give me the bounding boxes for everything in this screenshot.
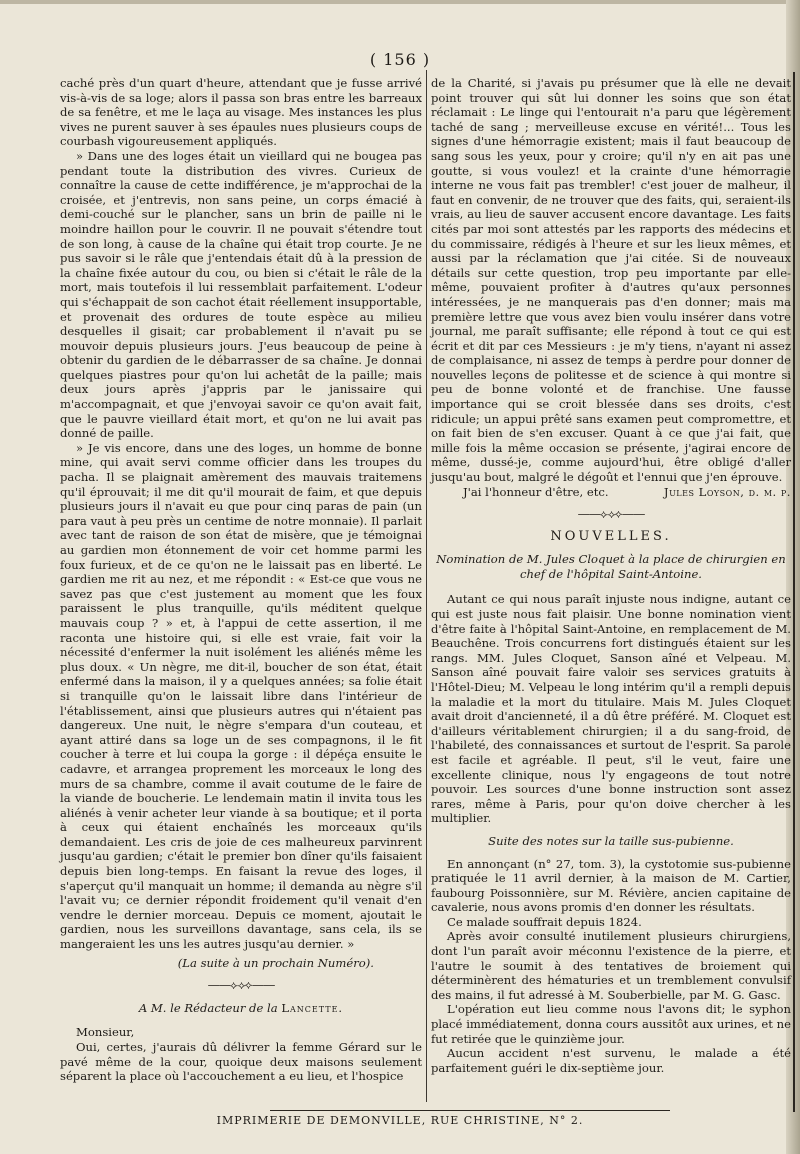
- page-edge-line: [793, 72, 795, 1112]
- page-number: ( 156 ): [369, 50, 431, 69]
- article-paragraph: » Dans une des loges était un vieillard qui ne bougea pas pendant toute la distribution des vivres. Curieux de connaître la cause de cette indifférence, je m'approchai de la croisée, et j'entrevis, non sans peine, un corps émacié à demi-couché sur le plancher, sans un brin de paille ni le moindre haillon pour le couvrir. Il ne pouvait s'étendre tout de son long, à cause de la chaîne qui était trop courte. Je ne pus savoir si le râle que j'entendais était dû à la pression de la chaîne fixée autour du cou, ou bien si c'était le râle de la mort, mais toutefois il lui ressemblait parfaitement. L'odeur qui s'échappait de son cachot était réellement insupportable, et provenait des ordures de toute espèce au milieu desquelles il gisait; car probablement il n'avait pu se mouvoir depuis plusieurs jours. J'eus beaucoup de peine à obtenir du gardien de le débarrasser de sa chaîne. Je donnai quelques piastres pour qu'on lui achetât de la paille; mais deux jours après j'appris par le janissaire qui m'accompagnait, et que j'envoyai savoir ce qu'on avait fait, que le pauvre vieillard était mort, et qu'on ne lui avait pas donné de paille.: [60, 148, 422, 441]
- notes-paragraph: Aucun accident n'est survenu, le malade a été parfaitement guéri le dix-septième jour.: [431, 1046, 791, 1075]
- nomination-heading: Nomination de M. Jules Cloquet à la place de chirurgien en chef de l'hôpital Saint-Antoine.: [436, 552, 786, 582]
- continuation-note: (La suite à un prochain Numéro).: [177, 955, 374, 970]
- letter-paragraph: Oui, certes, j'aurais dû délivrer la femme Gérard sur le pavé même de la cour, quoique deux maisons seulement séparent la place où l'accouchement a eu lieu, et l'hospice: [60, 1040, 422, 1084]
- ornament-divider: ——⟡⟢⟣——: [577, 507, 645, 522]
- notes-paragraph: L'opération eut lieu comme nous l'avons dit; le syphon placé immédiatement, donna cours aussitôt aux urines, et ne fut retirée que le quinzième jour.: [431, 1002, 791, 1046]
- signoff: J'ai l'honneur d'être, etc.: [463, 484, 609, 499]
- ornament-divider: ——⟡⟢⟣——: [207, 978, 275, 993]
- notes-paragraph: En annonçant (n° 27, tom. 3), la cystotomie sus-pubienne pratiquée le 11 avril dernier, à la maison de M. Cartier, faubourg Poissonnière, sur M. Révière, ancien capitaine de cavalerie, nous avons promis d'en donner les résultats.: [431, 856, 791, 915]
- signature-name: Jules Loyson, d. m. p.: [663, 484, 791, 499]
- article-paragraph: caché près d'un quart d'heure, attendant que je fusse arrivé vis-à-vis de sa loge; alors il passa son bras entre les barreaux de sa fenêtre, et me le laça au visage. Mes instances les plus vives ne purent sauver à ses épaules nues plusieurs coups de courbash vigoureusement appliqués.: [60, 76, 422, 149]
- column-divider: [426, 70, 427, 1102]
- footer-rule: [270, 1110, 670, 1111]
- salutation: Monsieur,: [76, 1025, 135, 1040]
- letter-signature: [431, 485, 791, 500]
- section-title: NOUVELLES.: [550, 528, 672, 544]
- nomination-paragraph: Autant ce qui nous paraît injuste nous indigne, autant ce qui est juste nous fait plaisir. Une bonne nomination vient d'être faite à l'hôpital Saint-Antoine, en remplacement de M. Beauchêne. Trois concurrens fort distingués étaient sur les rangs. MM. Jules Cloquet, Sanson aîné et Velpeau. M. Sanson aîné pouvait faire valoir ses services gratuits à l'Hôtel-Dieu; M. Velpeau le long intérim qu'il a rempli depuis la maladie et la mort du titulaire. Mais M. Jules Cloquet avait droit d'ancienneté, il a dû être préféré. M. Cloquet est d'ailleurs véritablement chirurgien; il a du sang-froid, de l'habileté, des connaissances et surtout de l'esprit. Sa parole est facile et agréable. Il peut, s'il le veut, faire une excellente clinique, nous l'y engageons de tout notre pouvoir. Les sources d'une bonne instruction sont assez rares, même à Paris, pour qu'on doive chercher à les multiplier.: [431, 592, 791, 826]
- notes-paragraph: Ce malade souffrait depuis 1824.: [447, 914, 642, 929]
- article-paragraph: » Je vis encore, dans une des loges, un homme de bonne mine, qui avait servi comme officier dans les troupes du pacha. Il se plaignait amèrement des mauvais traitemens qu'il éprouvait; il me dit qu'il mourait de faim, et que depuis plusieurs jours il n'avait eu que pour cinq paras de pain (un para vaut à peu près un centime de notre monnaie). Il parlait avec tant de raison de son état de misère, que je témoignai au gardien mon étonnement de voir cet homme parmi les foux furieux, et de ce qu'on ne le laissait pas en liberté. Le gardien me rit au nez, et me répondit : « Est-ce que vous ne savez pas que c'est justement au moment que les foux paraissent le plus tranquille, qu'ils méditent quelque mauvais coup ? » et, à l'appui de cette assertion, il me raconta une histoire qui, si elle est vraie, fait voir la nécessité d'enfermer la nuit isolément les aliénés même les plus doux. « Un nègre, me dit-il, boucher de son état, était enfermé dans la maison, il y a quelques années; sa folie était si tranquille qu'on le laissait libre dans l'intérieur de l'établissement, ainsi que plusieurs autres qui n'étaient pas dangereux. Une nuit, le nègre s'empara d'un couteau, et ayant attiré dans sa loge un de ses compagnons, il le fit coucher à terre et lui coupa la gorge : il dépéça ensuite le cadavre, et arrangea proprement les morceaux le long des murs de sa chambre, comme il avait coutume de le faire de la viande de boucherie. Le lendemain matin il invita tous les aliénés à venir acheter leur viande à sa boutique; et il porta à ceux qui étaient enchaînés les morceaux qu'ils demandaient. Les cris de joie de ces malheureux parvinrent jusqu'au gardien; c'était le premier bon dîner qu'ils faisaient depuis bien long-temps. En faisant la revue des loges, il s'aperçut qu'il manquait un homme; il demanda au nègre s'il l'avait vu; ce dernier répondit froidement qu'il venait d'en vendre le dernier morceau. Depuis ce moment, ajoutait le gardien, nous les surveillons davantage, sans cela, ils se mangeraient les uns les autres jusqu'au dernier. »: [60, 440, 422, 952]
- journal-name: Lancette.: [281, 1000, 344, 1015]
- notes-heading: Suite des notes sur la taille sus-pubienne.: [488, 833, 734, 848]
- notes-paragraph: Après avoir consulté inutilement plusieurs chirurgiens, dont l'un paraît avoir méconnu l'existence de la pierre, et l'autre le soumit à des tentatives de broiement qui déterminèrent des hématuries et un tremblement convulsif des mains, il fut adressé à M. Souberbielle, par M. G. Gasc.: [431, 929, 791, 1002]
- top-edge: [0, 0, 786, 4]
- letter-heading-prefix: A M. le Rédacteur de la: [138, 1000, 282, 1015]
- left-column: [60, 76, 422, 1084]
- printer-imprint: IMPRIMERIE DE DEMONVILLE, RUE CHRISTINE, N° 2.: [216, 1114, 584, 1127]
- right-column: [431, 76, 791, 1075]
- letter-continuation: de la Charité, si j'avais pu présumer que là elle ne devait point trouver qui sût lui donner les soins que son état réclamait : Le linge qui l'entourait n'a paru que légèrement taché de sang ; merveilleuse excuse en vérité!... Tous les signes d'une hémorragie existent; mais il faut beaucoup de sang sous les yeux, pour y croire; qu'il n'y en ait pas une goutte, si vous voulez! et la crainte d'une hémorragie interne ne vous fait pas trembler! c'est jouer de malheur, il faut en convenir, de ne trouver que des faits, qui, seraient-ils vrais, au lieu de sauver accusent encore davantage. Les faits cités par moi sont attestés par les rapports des médecins et du commissaire, rédigés à l'heure et sur les lieux mêmes, et aussi par la réclamation que j'ai citée. Si de nouveaux détails sur cette question, trop peu importante par elle-même, pouvaient profiter à d'autres qu'aux personnes intéressées, je ne manquerais pas d'en donner; mais ma première lettre que vous avez bien voulu insérer dans votre journal, me paraît suffisante; elle répond à tout ce qui est écrit et dit par ces Messieurs : je m'y tiens, n'ayant ni assez de complaisance, ni assez de temps à perdre pour donner de nouvelles leçons de politesse et de science à qui montre si peu de bonne volonté et de franchise. Une fausse importance qui se croit blessée dans ses droits, c'est ridicule; un appui prêté sans examen peut compromettre, et on fait bien de s'en excuser. Quant à ce que j'ai fait, que mille fois la même occasion se présente, j'agirai encore de même, dussé-je, comme aujourd'hui, être obligé d'aller jusqu'au bout, malgré le dégoût et l'ennui que j'en éprouve.: [431, 76, 791, 485]
- letter-heading: [60, 1001, 422, 1016]
